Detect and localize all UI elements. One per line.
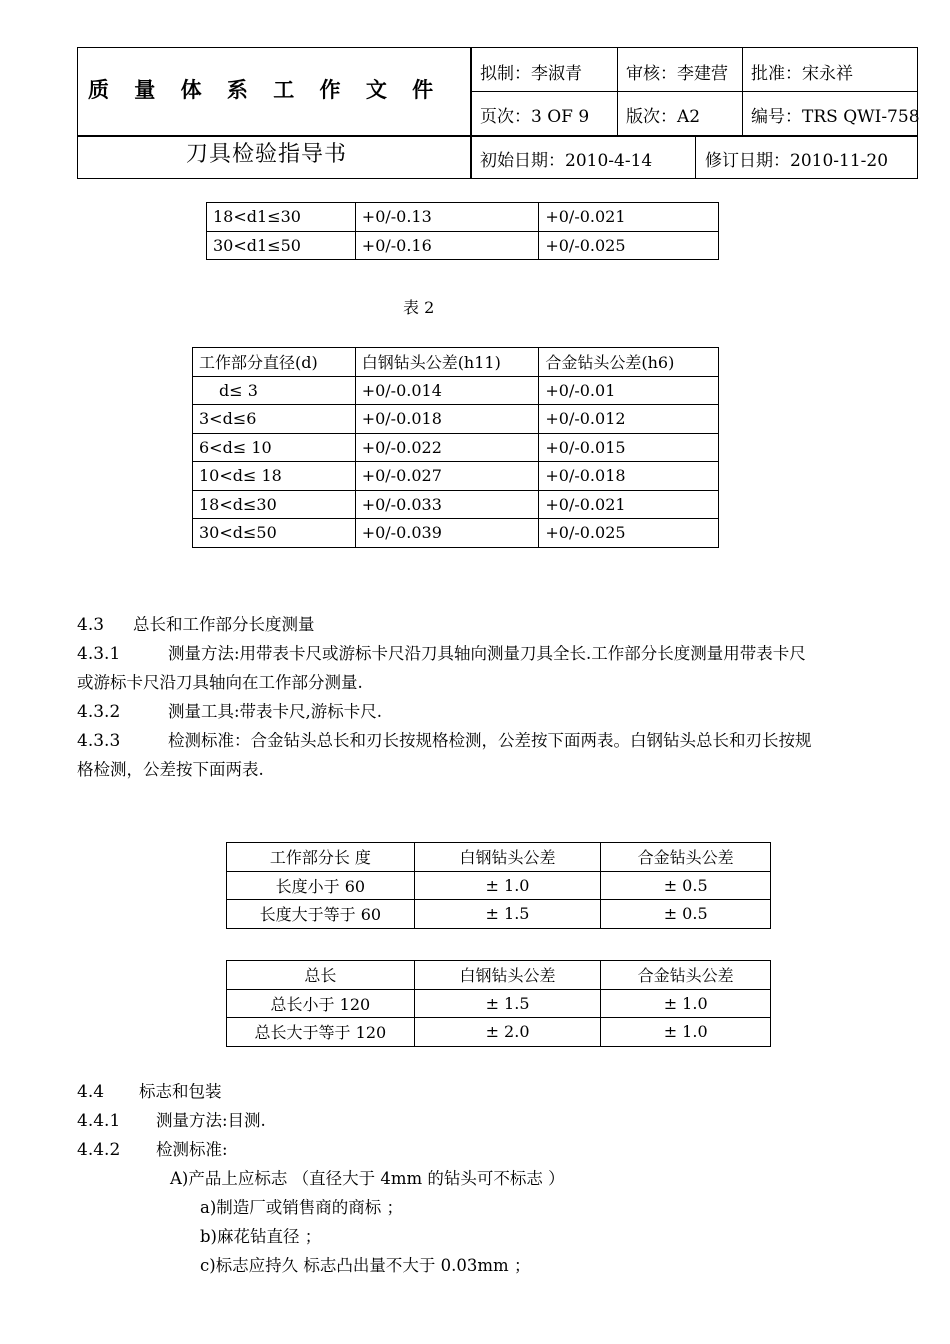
section-number: 4.3.1: [77, 644, 121, 664]
paragraph-text: 测量方法:用带表卡尺或游标卡尺沿刀具轴向测量刀具全长.工作部分长度测量用带表卡尺: [168, 644, 806, 663]
list-item-A: A)产品上应标志 （直径大于 4mm 的钻头可不标志 ）: [170, 1169, 565, 1188]
table-row: [193, 462, 719, 491]
table-row: [207, 231, 719, 260]
total-length-tolerance-table: [226, 960, 771, 1047]
document-header: [77, 47, 918, 179]
list-item-c: c)标志应持久 标志凸出量不大于 0.03mm ；: [200, 1256, 531, 1275]
table-header: 工作部分长 度: [227, 843, 415, 872]
table-cell: ± 1.5: [414, 989, 601, 1018]
table-header: 合金钻头公差: [601, 961, 771, 990]
table1-continuation: [206, 202, 719, 260]
table-cell: 30<d≤50: [193, 519, 356, 548]
table-cell: +0/-0.01: [539, 376, 719, 405]
table-cell: 总长小于 120: [227, 989, 415, 1018]
table-cell: ± 1.5: [414, 900, 601, 929]
table-row: [227, 989, 771, 1018]
table-row: [193, 405, 719, 434]
table2: [192, 347, 719, 548]
table-cell: +0/-0.015: [539, 433, 719, 462]
document-number: 编号：TRS QWI-758: [751, 107, 920, 127]
table-row: [193, 376, 719, 405]
table-header: 白钢钻头公差(h11): [355, 348, 539, 377]
table-cell: ± 2.0: [414, 1018, 601, 1047]
paragraph-text: 检测标准：合金钻头总长和刃长按规格检测，公差按下面两表。白钢钻头总长和刃长按规: [168, 731, 812, 750]
section-number: 4.3.2: [77, 702, 121, 722]
table2-caption: 表 2: [403, 298, 435, 317]
table-header-row: [227, 961, 771, 990]
section-4-4-2: [77, 1135, 228, 1165]
revision-date: 修订日期：2010-11-20: [705, 151, 889, 171]
list-item-a: a)制造厂或销售商的商标 ；: [200, 1198, 404, 1217]
table-row: [227, 871, 771, 900]
section-number: 4.3.3: [77, 731, 121, 751]
table-row: [227, 900, 771, 929]
table-cell: +0/-0.025: [539, 231, 719, 260]
table-header: 白钢钻头公差: [414, 961, 601, 990]
table-cell: +0/-0.012: [539, 405, 719, 434]
table-cell: ± 0.5: [601, 871, 771, 900]
table-cell: +0/-0.021: [539, 203, 719, 232]
table-cell: +0/-0.039: [355, 519, 539, 548]
table-cell: ± 0.5: [601, 900, 771, 929]
table-row: [193, 490, 719, 519]
section-4-3-3-line2: 格检测，公差按下面两表.: [77, 760, 264, 779]
table-cell: +0/-0.022: [355, 433, 539, 462]
version: 版次：A2: [626, 107, 701, 127]
table-cell: +0/-0.16: [355, 231, 539, 260]
table-header: 合金钻头公差: [601, 843, 771, 872]
table-cell: +0/-0.025: [539, 519, 719, 548]
table-cell: 18<d≤30: [193, 490, 356, 519]
table-row: [193, 433, 719, 462]
table-cell: 6<d≤ 10: [193, 433, 356, 462]
reviewer: 审核：李建营: [626, 64, 728, 84]
paragraph-text: 测量方法:目测.: [156, 1111, 266, 1130]
initial-date: 初始日期：2010-4-14: [480, 151, 653, 171]
doc-name: 刀具检验指导书: [186, 142, 348, 167]
table-cell: +0/-0.014: [355, 376, 539, 405]
section-number: 4.4.2: [77, 1140, 121, 1160]
table-header: 工作部分直径(d): [193, 348, 356, 377]
paragraph-text: 测量工具:带表卡尺,游标卡尺.: [168, 702, 383, 721]
table-cell: +0/-0.027: [355, 462, 539, 491]
table-cell: 30<d1≤50: [207, 231, 356, 260]
section-number: 4.4: [77, 1082, 105, 1102]
section-4-3-1-line2: 或游标卡尺沿刀具轴向在工作部分测量.: [77, 673, 363, 692]
table-cell: ± 1.0: [601, 989, 771, 1018]
table-row: [193, 519, 719, 548]
table-cell: 长度大于等于 60: [227, 900, 415, 929]
table-cell: 10<d≤ 18: [193, 462, 356, 491]
table-header: 合金钻头公差(h6): [539, 348, 719, 377]
drafter: 拟制：李淑青: [480, 64, 582, 84]
table-cell: 3<d≤6: [193, 405, 356, 434]
section-title: 总长和工作部分长度测量: [133, 615, 315, 634]
table-cell: +0/-0.018: [355, 405, 539, 434]
section-4-3-3-line1: [77, 726, 812, 756]
approver: 批准：宋永祥: [751, 64, 853, 84]
table-row: [227, 1018, 771, 1047]
table-cell: 总长大于等于 120: [227, 1018, 415, 1047]
section-number: 4.4.1: [77, 1111, 121, 1131]
section-4-4-heading: [77, 1077, 222, 1107]
section-number: 4.3: [77, 615, 105, 635]
table-cell: +0/-0.033: [355, 490, 539, 519]
table-cell: +0/-0.13: [355, 203, 539, 232]
table-cell: d≤ 3: [193, 376, 356, 405]
paragraph-text: 检测标准:: [156, 1140, 228, 1159]
section-4-3-2: [77, 697, 382, 727]
table-row: [207, 203, 719, 232]
table-cell: ± 1.0: [601, 1018, 771, 1047]
page-number: 页次：3 OF 9: [480, 107, 590, 127]
table-cell: 长度小于 60: [227, 871, 415, 900]
section-title: 标志和包装: [139, 1082, 222, 1101]
section-4-3-1-line1: [77, 639, 806, 669]
table-header: 白钢钻头公差: [414, 843, 601, 872]
table-cell: +0/-0.021: [539, 490, 719, 519]
table-header-row: [227, 843, 771, 872]
table-header-row: [193, 348, 719, 377]
table-header: 总长: [227, 961, 415, 990]
table-cell: +0/-0.018: [539, 462, 719, 491]
list-item-b: b)麻花钻直径 ；: [200, 1227, 322, 1246]
working-length-tolerance-table: [226, 842, 771, 929]
table-cell: ± 1.0: [414, 871, 601, 900]
doc-type-title: 质 量 体 系 工 作 文 件: [88, 77, 443, 102]
section-4-3-heading: [77, 610, 315, 640]
section-4-4-1: [77, 1106, 266, 1136]
table-cell: 18<d1≤30: [207, 203, 356, 232]
